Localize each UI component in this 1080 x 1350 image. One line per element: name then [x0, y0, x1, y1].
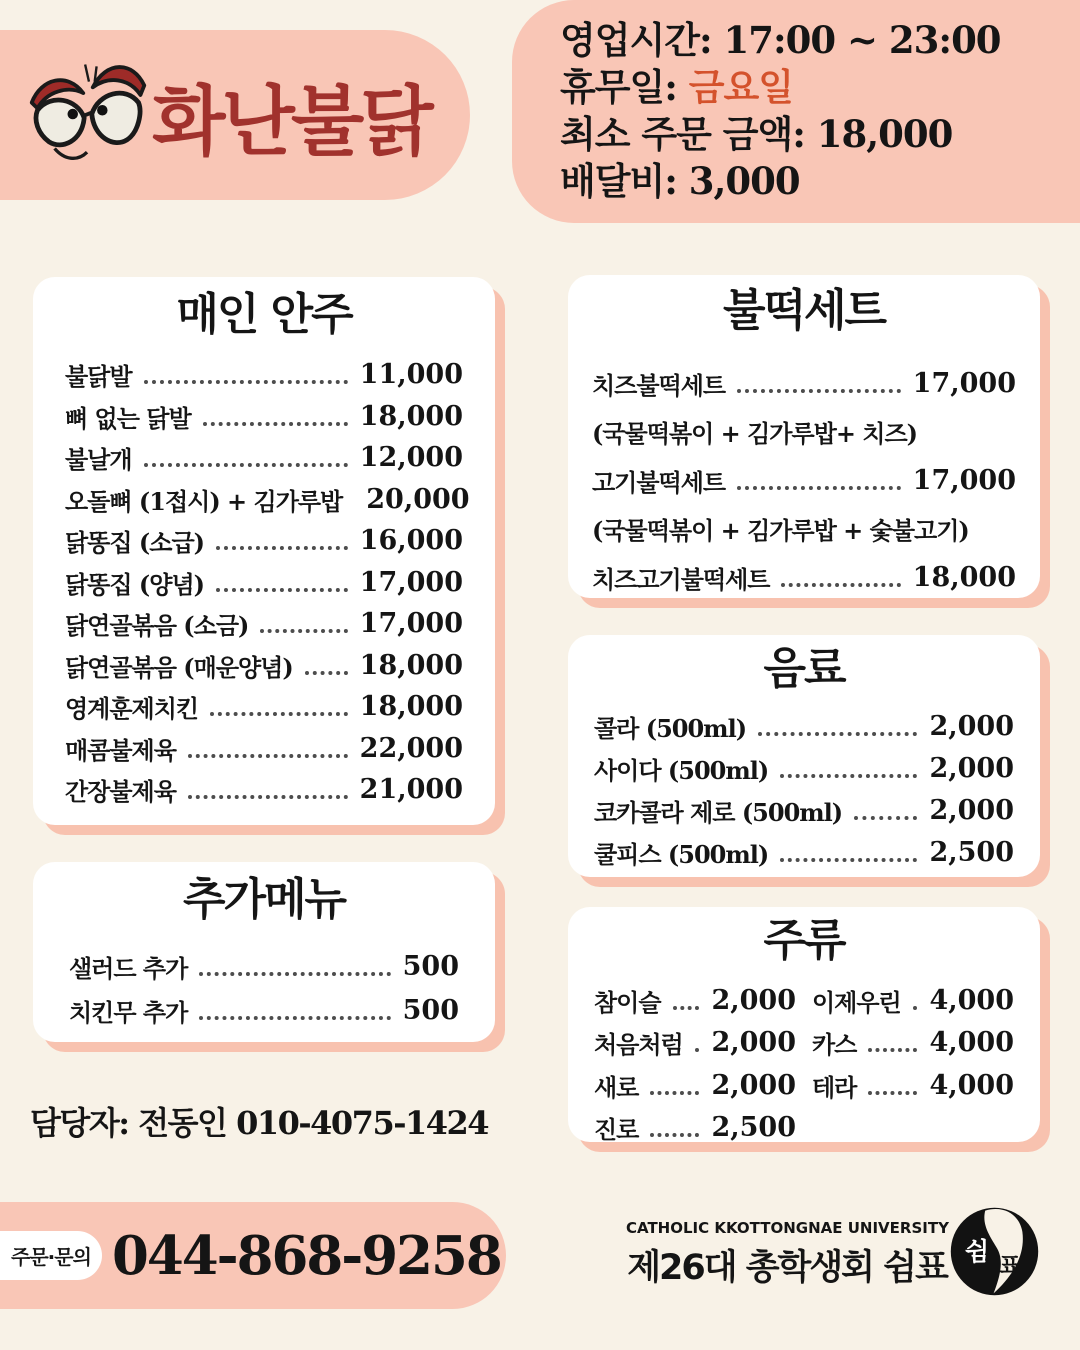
- menu-item-name: 닭똥집 (소급): [65, 528, 204, 558]
- menu-item-name: 간장불제육: [65, 777, 176, 807]
- menu-item-name: 테라: [812, 1072, 857, 1102]
- menu-item: [65, 562, 463, 604]
- alcohol-columns: [594, 979, 1014, 1149]
- menu-item-name: 코카콜라 제로 (500ml): [594, 797, 843, 827]
- menu-item: [594, 1022, 796, 1065]
- dotted-leader: [216, 573, 348, 592]
- dotted-leader: [199, 957, 390, 976]
- menu-item-price: 4,000: [929, 1027, 1014, 1059]
- menu-item-price: 2,500: [711, 1112, 796, 1144]
- dotted-leader: [737, 471, 901, 490]
- menu-item: [812, 979, 1014, 1022]
- menu-item-name: 불닭발: [65, 362, 132, 392]
- menu-item-price: 16,000: [359, 525, 463, 557]
- info-label: 휴무일:: [560, 65, 689, 109]
- order-bar: [0, 1202, 506, 1309]
- menu-item-name: 샐러드 추가: [69, 953, 188, 983]
- menu-item: [65, 520, 463, 562]
- menu-list-main-dishes: [65, 354, 470, 811]
- section-alcohol: [568, 907, 1040, 1145]
- menu-item: [65, 645, 463, 687]
- section-bulddeok-set: [568, 275, 1040, 598]
- dotted-leader: [199, 1001, 390, 1020]
- menu-item: [594, 979, 796, 1022]
- angry-eyes-icon: [26, 42, 150, 188]
- menu-item-name: 쿨피스 (500ml): [594, 839, 769, 869]
- dotted-leader: [216, 531, 348, 550]
- student-council-name: 제26대 총학생회 쉼표: [627, 1248, 947, 1288]
- info-value: 금요일: [688, 65, 793, 109]
- dotted-leader: [854, 801, 917, 820]
- dotted-leader: [188, 739, 348, 758]
- menu-item-name: 영계훈제치킨: [65, 694, 199, 724]
- menu-item-price: 17,000: [359, 566, 463, 598]
- info-label: 영업시간:: [560, 18, 724, 62]
- menu-item-price: 21,000: [359, 774, 463, 806]
- menu-item-price: 20,000: [366, 483, 470, 515]
- menu-item-name: 뼈 없는 닭발: [65, 403, 191, 433]
- dotted-leader: [210, 697, 348, 716]
- menu-item-name: 닭연골볶음 (소금): [65, 611, 249, 641]
- dotted-leader: [188, 780, 348, 799]
- info-line: [560, 64, 1080, 111]
- menu-item-price: 2,000: [711, 984, 796, 1016]
- menu-item: [812, 1064, 1014, 1107]
- menu-item-price: 18,000: [359, 649, 463, 681]
- section-extras: [33, 862, 495, 1042]
- dotted-leader: [673, 991, 700, 1010]
- menu-item-name: 이제우린: [812, 987, 901, 1017]
- dotted-leader: [780, 759, 917, 778]
- section-title-main-dishes: 매인 안주: [176, 289, 352, 340]
- menu-item-price: 500: [402, 950, 459, 982]
- info-value: 3,000: [688, 159, 800, 203]
- menu-item-note: [592, 408, 1016, 457]
- menu-item-price: 18,000: [359, 400, 463, 432]
- menu-item-price: 17,000: [359, 608, 463, 640]
- info-line: [560, 17, 1080, 64]
- section-title-alcohol: 주류: [763, 915, 845, 966]
- emblem-char-1: 쉼: [964, 1236, 990, 1266]
- dotted-leader: [695, 1033, 700, 1052]
- menu-item: [65, 728, 463, 770]
- menu-item: [594, 1107, 796, 1150]
- section-title-drinks: 음료: [763, 643, 845, 694]
- menu-item: [65, 603, 463, 645]
- menu-item: [594, 747, 1014, 789]
- dotted-leader: [305, 656, 348, 675]
- menu-item-price: 17,000: [912, 464, 1016, 496]
- section-title-extras: 추가메뉴: [182, 874, 345, 925]
- menu-item: [594, 705, 1014, 747]
- dotted-leader: [260, 614, 347, 633]
- menu-item-name: (국물떡볶이 + 김가루밥+ 치즈): [592, 419, 918, 449]
- menu-item: [65, 686, 463, 728]
- menu-item-name: 치킨무 추가: [69, 997, 188, 1027]
- menu-item-name: 치즈불떡세트: [592, 370, 726, 400]
- menu-item-name: 불날개: [65, 445, 132, 475]
- menu-item-name: 사이다 (500ml): [594, 755, 769, 785]
- dotted-leader: [913, 991, 918, 1010]
- menu-item: [65, 769, 463, 811]
- dotted-leader: [650, 1118, 699, 1137]
- university-block: [626, 1219, 948, 1290]
- section-title-bulddeok-set: 불떡세트: [722, 285, 885, 336]
- menu-item: [592, 456, 1016, 505]
- menu-item-price: 4,000: [929, 984, 1014, 1016]
- menu-item-price: 2,000: [929, 752, 1014, 784]
- dotted-leader: [144, 365, 348, 384]
- menu-item-price: 11,000: [359, 359, 463, 391]
- brand-title: 화난불닭: [152, 76, 430, 166]
- menu-item-name: 참이슬: [594, 987, 661, 1017]
- menu-item-price: 2,000: [929, 710, 1014, 742]
- phone-number: 044-868-9258: [112, 1224, 501, 1287]
- menu-item-name: 카스: [812, 1030, 857, 1060]
- menu-item: [69, 988, 459, 1032]
- dotted-leader: [650, 1076, 699, 1095]
- menu-item-name: 콜라 (500ml): [594, 713, 747, 743]
- contact-line: 담당자: 전동인 010-4075-1424: [30, 1104, 489, 1142]
- council-emblem-icon: [948, 1205, 1041, 1298]
- menu-item: [65, 479, 470, 521]
- dotted-leader: [781, 568, 900, 587]
- menu-item-price: 22,000: [359, 732, 463, 764]
- menu-item-price: 18,000: [912, 561, 1016, 593]
- menu-item-note: [592, 505, 1016, 554]
- menu-item-name: 처음처럼: [594, 1030, 683, 1060]
- menu-list-bulddeok-set: [592, 359, 1016, 602]
- menu-list-extras: [69, 944, 459, 1032]
- dotted-leader: [868, 1076, 917, 1095]
- menu-item: [594, 1064, 796, 1107]
- menu-item-name: 매콤불제육: [65, 735, 176, 765]
- info-value: 18,000: [816, 112, 953, 156]
- emblem-char-2: 표: [999, 1252, 1021, 1279]
- brand-banner: [0, 30, 470, 200]
- menu-item-price: 2,500: [929, 836, 1014, 868]
- info-box: [512, 0, 1080, 223]
- menu-item: [65, 396, 463, 438]
- dotted-leader: [737, 374, 901, 393]
- university-name: CATHOLIC KKOTTONGNAE UNIVERSITY: [626, 1219, 949, 1237]
- menu-item: [592, 359, 1016, 408]
- menu-item-name: 진로: [594, 1115, 639, 1145]
- alcohol-column-right: [812, 979, 1014, 1149]
- section-main-dishes: [33, 277, 495, 825]
- menu-item-name: 새로: [594, 1072, 639, 1102]
- info-label: 최소 주문 금액:: [560, 112, 817, 156]
- menu-item: [65, 437, 463, 479]
- info-label: 배달비:: [560, 159, 689, 203]
- info-value: 17:00 ~ 23:00: [723, 18, 1001, 62]
- menu-item: [812, 1022, 1014, 1065]
- dotted-leader: [758, 717, 917, 736]
- menu-item: [594, 789, 1014, 831]
- menu-item-name: 닭똥집 (양념): [65, 569, 204, 599]
- info-line: [560, 158, 1080, 205]
- menu-item: [69, 944, 459, 988]
- menu-item-price: 2,000: [929, 794, 1014, 826]
- menu-item-name: 고기불떡세트: [592, 467, 726, 497]
- menu-item: [594, 831, 1014, 873]
- alcohol-column-left: [594, 979, 796, 1149]
- menu-item: [65, 354, 463, 396]
- menu-item-price: 4,000: [929, 1069, 1014, 1101]
- menu-item-name: (국물떡볶이 + 김가루밥 + 숯불고기): [592, 516, 969, 546]
- menu-item-price: 17,000: [912, 367, 1016, 399]
- menu-item-name: 치즈고기불떡세트: [592, 564, 770, 594]
- info-line: [560, 111, 1080, 158]
- menu-item-price: 12,000: [359, 442, 463, 474]
- order-label: 주문·문의: [0, 1231, 102, 1280]
- menu-item-name: 오돌뼈 (1접시) + 김가루밥: [65, 486, 343, 516]
- dotted-leader: [144, 448, 348, 467]
- menu-list-drinks: [594, 705, 1014, 873]
- menu-item-name: 닭연골볶음 (매운양념): [65, 652, 293, 682]
- menu-item-price: 2,000: [711, 1027, 796, 1059]
- dotted-leader: [868, 1033, 917, 1052]
- menu-item-price: 500: [402, 994, 459, 1026]
- dotted-leader: [780, 843, 917, 862]
- section-drinks: [568, 635, 1040, 877]
- dotted-leader: [203, 407, 348, 426]
- menu-item-price: 18,000: [359, 691, 463, 723]
- menu-item-price: 2,000: [711, 1069, 796, 1101]
- menu-item: [592, 553, 1016, 602]
